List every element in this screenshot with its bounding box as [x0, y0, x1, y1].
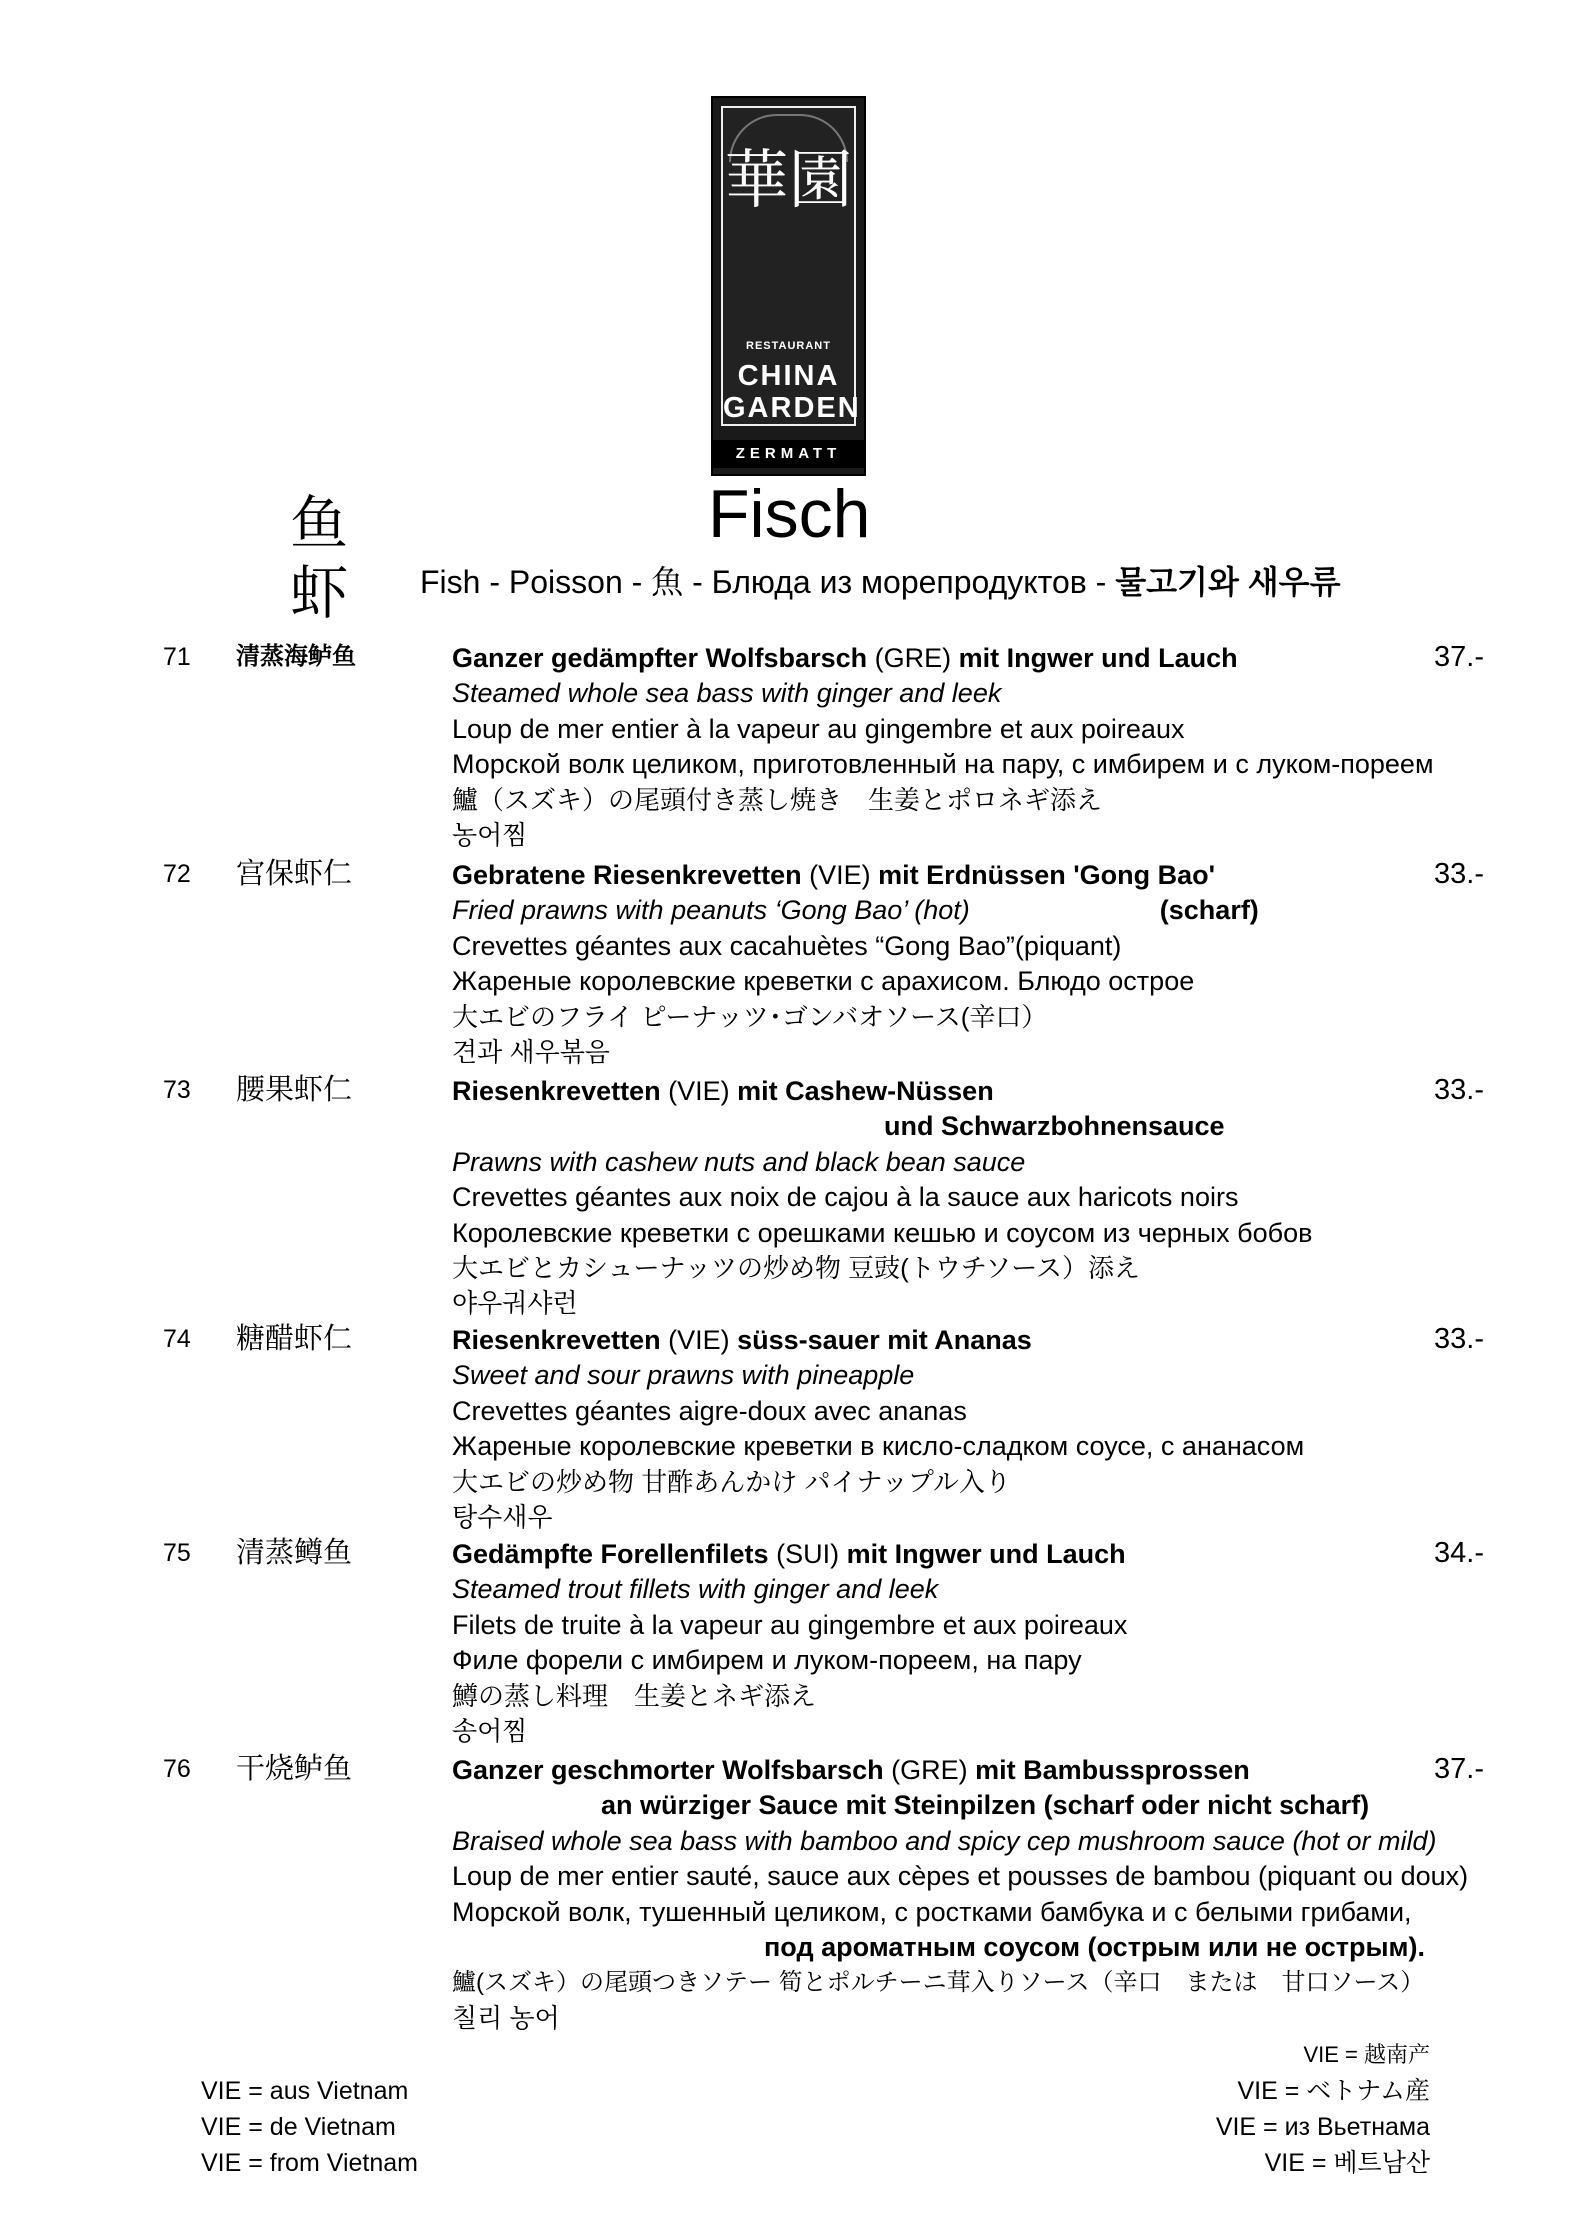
- chinese-section-title: [290, 488, 348, 628]
- item-price: 37.-: [1434, 1753, 1484, 1785]
- item-number: 72: [163, 860, 191, 888]
- item-french: Crevettes géantes aux noix de cajou à la sauce aux haricots noirs: [452, 1182, 1239, 1213]
- item-chinese-name: 干烧鲈鱼: [236, 1753, 353, 1785]
- item-french: Filets de truite à la vapeur au gingembre et aux poireaux: [452, 1609, 1128, 1640]
- item-japanese: 大エビの炒め物 甘酢あんかけ パイナップル入り: [452, 1466, 1011, 1497]
- item-japanese: 鱸（スズキ）の尾頭付き蒸し焼き 生姜とポロネギ添え: [452, 784, 1103, 815]
- item-german: Ganzer geschmorter Wolfsbarsch (GRE) mit Bambussprossen: [452, 1755, 1250, 1785]
- item-french: Loup de mer entier à la vapeur au gingembre et aux poireaux: [452, 713, 1185, 744]
- item-english: Steamed whole sea bass with ginger and leek: [452, 678, 1002, 709]
- logo-name-line1: CHINA: [737, 360, 840, 392]
- item-english: Prawns with cashew nuts and black bean sauce: [452, 1146, 1026, 1177]
- legend-line: VIE = 越南产: [1303, 2042, 1430, 2067]
- item-german: Ganzer gedämpfter Wolfsbarsch (GRE) mit Ingwer und Lauch: [452, 643, 1238, 673]
- legend-line: VIE = ベトナム産: [1237, 2077, 1430, 2105]
- item-descriptions: [452, 858, 1259, 1070]
- item-price: 33.-: [1434, 1074, 1484, 1106]
- section-title: Fisch: [708, 476, 871, 552]
- item-german: Gedämpfte Forellenfilets (SUI) mit Ingwer und Lauch: [452, 1539, 1126, 1569]
- item-chinese-name: 腰果虾仁: [236, 1074, 353, 1106]
- item-chinese-name: 糖醋虾仁: [236, 1323, 353, 1355]
- item-korean: 탕수새우: [452, 1502, 553, 1533]
- item-russian: Жареные королевские креветки с арахисом. Блюдо острое: [452, 966, 1195, 997]
- logo-name-line2: GARDEN: [723, 392, 861, 424]
- restaurant-logo: [711, 96, 866, 476]
- item-russian-continued: под ароматным соусом (острым или не острым).: [764, 1932, 1426, 1963]
- item-english: Sweet and sour prawns with pineapple: [452, 1360, 915, 1391]
- section-subtitle: [420, 562, 1340, 602]
- item-german: Riesenkrevetten (VIE) mit Cashew-Nüssen: [452, 1076, 994, 1106]
- item-english: Steamed trout fillets with ginger and leek: [452, 1574, 939, 1605]
- item-number: 75: [163, 1539, 191, 1567]
- item-korean: 야우궈샤런: [452, 1288, 578, 1319]
- item-descriptions: [452, 1323, 1304, 1535]
- legend-line: VIE = aus Vietnam: [201, 2077, 409, 2105]
- item-russian: Морской волк целиком, приготовленный на пару, с имбирем и с луком-пореем: [452, 749, 1434, 780]
- item-korean: 농어찜: [452, 820, 528, 851]
- chinese-title-char-2: 虾: [290, 559, 349, 627]
- item-english: Fried prawns with peanuts ‘Gong Bao’ (hot) (scharf): [452, 895, 1259, 926]
- legend-line: VIE = из Вьетнама: [1215, 2113, 1430, 2141]
- item-descriptions: [452, 1074, 1312, 1322]
- item-japanese: 大エビのフライ ピーナッツ･ゴンバオソース(辛口）: [452, 1001, 1048, 1032]
- item-french: Crevettes géantes aigre-doux avec ananas: [452, 1395, 967, 1426]
- item-number: 76: [163, 1755, 191, 1783]
- item-number: 71: [163, 643, 191, 671]
- item-russian: Жареные королевские креветки в кисло-сладком соусе, с ананасом: [452, 1431, 1305, 1462]
- item-chinese-name: 清蒸海鲈鱼: [236, 643, 356, 670]
- item-russian: Королевские креветки с орешками кешью и соусом из черных бобов: [452, 1217, 1313, 1248]
- logo-chinese-glyphs: 華園: [724, 144, 853, 218]
- item-descriptions: [452, 1537, 1127, 1749]
- item-price: 34.-: [1434, 1537, 1484, 1569]
- origin-legend-right: [1216, 2037, 1430, 2181]
- item-number: 74: [163, 1325, 191, 1353]
- item-english: Braised whole sea bass with bamboo and spicy cep mushroom sauce (hot or mild): [452, 1825, 1437, 1856]
- item-price: 33.-: [1434, 858, 1484, 890]
- origin-legend-left: [201, 2073, 418, 2181]
- item-japanese: 大エビとカシューナッツの炒め物 豆豉(トウチソース）添え: [452, 1253, 1140, 1284]
- item-german: Gebratene Riesenkrevetten (VIE) mit Erdnüssen 'Gong Bao': [452, 860, 1216, 890]
- item-japanese: 鱒の蒸し料理 生姜とネギ添え: [452, 1680, 817, 1711]
- legend-line: VIE = 베트남산: [1264, 2149, 1430, 2177]
- logo-restaurant-label: RESTAURANT: [746, 340, 831, 352]
- item-chinese-name: 宫保虾仁: [236, 858, 353, 890]
- item-korean: 견과 새우볶음: [452, 1037, 610, 1068]
- item-chinese-name: 清蒸鳟鱼: [236, 1537, 353, 1569]
- item-descriptions: [452, 1753, 1468, 2036]
- logo-name: [723, 360, 861, 424]
- item-number: 73: [163, 1076, 191, 1104]
- item-russian: Филе форели с имбирем и луком-пореем, на пару: [452, 1645, 1082, 1676]
- item-french: Loup de mer entier sauté, sauce aux cèpes et pousses de bambou (piquant ou doux): [452, 1861, 1469, 1892]
- item-russian: Морской волк, тушенный целиком, с ростками бамбука и с белыми грибами,: [452, 1896, 1412, 1927]
- legend-line: VIE = de Vietnam: [201, 2113, 396, 2141]
- logo-frame: [721, 106, 861, 426]
- item-german-continued: an würziger Sauce mit Steinpilzen (scharf oder nicht scharf): [601, 1790, 1370, 1821]
- item-korean: 송어찜: [452, 1716, 528, 1747]
- item-hot-marker: (scharf): [1159, 895, 1259, 926]
- logo-place: ZERMATT: [713, 440, 864, 468]
- item-german: Riesenkrevetten (VIE) süss-sauer mit Ananas: [452, 1325, 1032, 1355]
- subtitle-multilingual: Fish - Poisson - 魚 - Блюда из морепродуктов -: [420, 564, 1116, 600]
- item-korean: 칠리 농어: [452, 2002, 560, 2033]
- item-price: 33.-: [1434, 1323, 1484, 1355]
- item-german-continued: und Schwarzbohnensauce: [884, 1111, 1225, 1142]
- subtitle-korean: 물고기와 새우류: [1115, 564, 1341, 600]
- legend-line: VIE = from Vietnam: [201, 2149, 418, 2177]
- chinese-title-char-1: 鱼: [290, 489, 349, 557]
- item-price: 37.-: [1434, 641, 1484, 673]
- item-japanese: 鱸(スズキ）の尾頭つきソテー 筍とポルチーニ茸入りソース（辛口 または 甘口ソース）: [452, 1969, 1425, 1997]
- item-descriptions: [452, 641, 1434, 853]
- item-french: Crevettes géantes aux cacahuètes “Gong Bao”(piquant): [452, 930, 1122, 961]
